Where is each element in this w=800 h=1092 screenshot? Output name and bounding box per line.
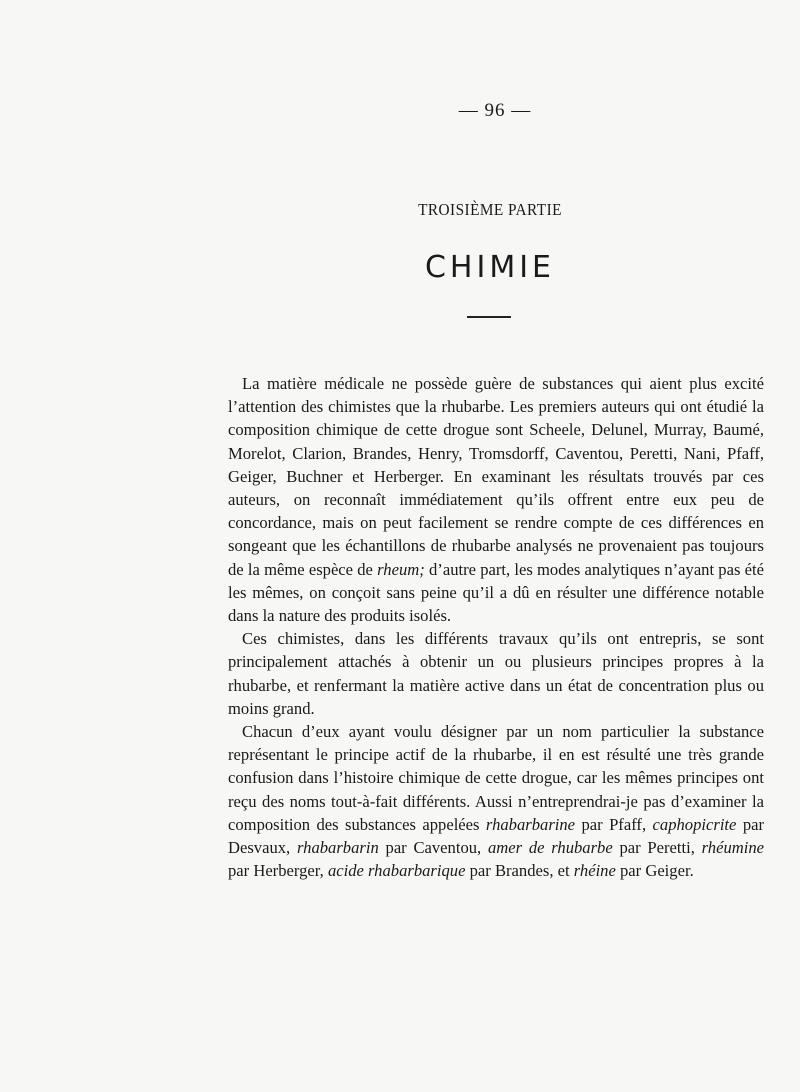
paragraph-3-text: Chacun d’eux ayant voulu désigner par un nom particulier la substance représentant le principe actif de la rhubarbe, il en est résulté une très grande confusion dans l’histoire chimique de cette drogue, car les mêmes principes ont reçu des noms tout-à-fait différents. Aussi n’entreprendrai-je pas d’examiner la composition des substances appelées: [228, 722, 764, 834]
title-rule: [467, 316, 511, 318]
name-caphopicrite: caphopicrite: [652, 814, 737, 834]
name-rheine: rhéine: [573, 861, 616, 881]
italic-rheum: rheum;: [377, 559, 425, 579]
by-herberger: par Herberger,: [228, 861, 324, 881]
name-acide-rhabarbarique: acide rhabarbarique: [327, 861, 466, 881]
name-amer-de-rhubarbe: amer de rhubarbe: [487, 838, 613, 858]
paragraph-3: [228, 720, 764, 882]
by-caventou: par Caventou,: [385, 838, 482, 858]
paragraph-2: Ces chimistes, dans les différents travaux qu’ils ont entrepris, se sont principalement attachés à obtenir un ou plusieurs principes propres à la rhubarbe, et renfermant la matière active dans un état de concentration plus ou moins grand.: [228, 629, 764, 718]
by-pfaff: par Pfaff,: [581, 814, 647, 834]
paragraph-1-end: d’autre part, les modes analytiques n’ayant pas été les mêmes, on conçoit sans peine qu’il a dû en résulter une différence notable dans la nature des produits isolés.: [228, 559, 764, 626]
by-desvaux: par Desvaux,: [228, 814, 765, 858]
by-peretti: par Peretti,: [619, 838, 695, 858]
section-title: CHIMIE: [424, 250, 556, 285]
name-rhabarbarine: rhabarbarine: [485, 814, 576, 834]
paragraph-1: [228, 372, 764, 627]
part-heading: TROISIÈME PARTIE: [418, 200, 562, 219]
name-rheumine: rhéumine: [701, 838, 765, 858]
name-rhabarbarin: rhabarbarin: [296, 838, 379, 858]
by-brandes: par Brandes, et: [469, 861, 570, 881]
page-number: — 96 —: [458, 100, 532, 121]
by-geiger: par Geiger.: [620, 861, 694, 881]
paragraph-1-text: La matière médicale ne possède guère de substances qui aient plus excité l’attention des chimistes que la rhubarbe. Les premiers auteurs qui ont étudié la composition chimique de cette drogue sont Scheele, Delunel, Murray, Baumé, Morelot, Clarion, Brandes, Henry, Tromsdorff, Caventou, Peretti, Nani, Pfaff, Geiger, Buchner et Herberger. En examinant les résultats trouvés par ces auteurs, on reconnaît immédiatement qu’ils offrent entre eux peu de concordance, mais on peut facilement se rendre compte de ces différences en songeant que les échantillons de rhubarbe analysés ne provenaient pas toujours de la même espèce de: [228, 374, 764, 579]
body-text: [228, 372, 764, 882]
